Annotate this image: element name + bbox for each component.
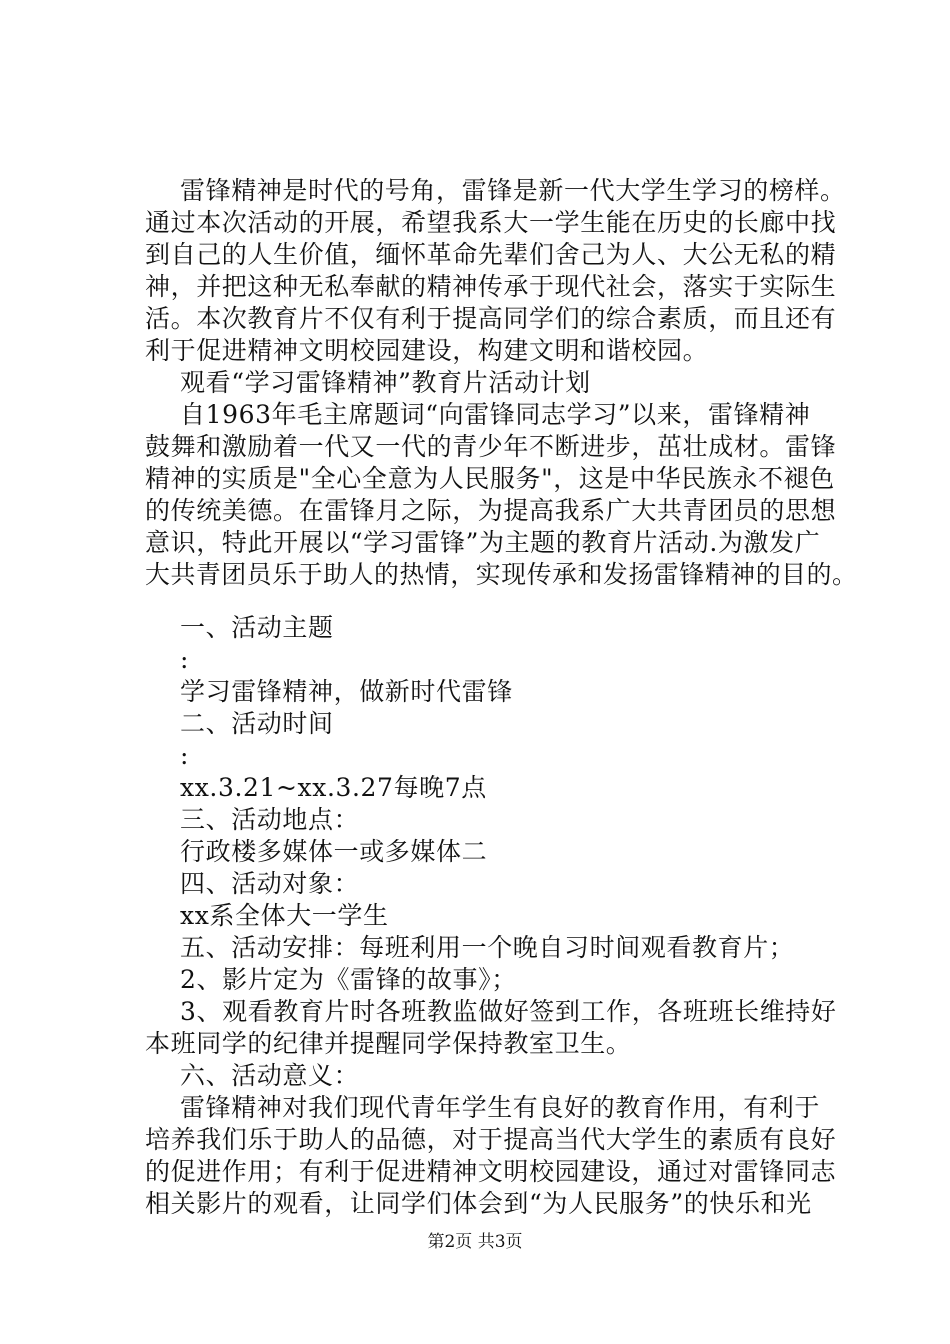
intro-line: 意识，特此开展以“学习雷锋”为主题的教育片活动.为激发广 [145, 528, 821, 557]
paragraph-line: 神，并把这种无私奉献的精神传承于现代社会，落实于实际生 [145, 272, 837, 301]
section-heading-place: 三、活动地点： [180, 805, 360, 834]
paragraph-line: 到自己的人生价值，缅怀革命先辈们舍己为人、大公无私的精 [145, 240, 837, 269]
section-content-theme: 学习雷锋精神，做新时代雷锋 [180, 677, 513, 706]
paragraph-line: 雷锋精神是时代的号角，雷锋是新一代大学生学习的榜样。 [180, 176, 846, 205]
page-footer: 第2页 共3页 [427, 1232, 523, 1252]
section-colon: : [180, 645, 190, 674]
section-heading-arrangement: 五、活动安排：每班利用一个晚自习时间观看教育片； [180, 933, 795, 962]
significance-line: 培养我们乐于助人的品德，对于提高当代大学生的素质有良好 [145, 1125, 837, 1154]
section-content-audience: xx系全体大一学生 [180, 901, 389, 930]
paragraph-line: 活。本次教育片不仅有利于提高同学们的综合素质，而且还有 [145, 304, 837, 333]
arrangement-item: 2、影片定为《雷锋的故事》； [180, 965, 517, 994]
section-heading-theme: 一、活动主题 [180, 613, 334, 642]
significance-line: 的促进作用；有利于促进精神文明校园建设，通过对雷锋同志 [145, 1157, 837, 1186]
intro-line: 精神的实质是"全心全意为人民服务"，这是中华民族永不褪色 [145, 464, 835, 493]
section-heading-significance: 六、活动意义： [180, 1061, 360, 1090]
intro-line: 鼓舞和激励着一代又一代的青少年不断进步，茁壮成材。雷锋 [145, 432, 837, 461]
paragraph-line: 通过本次活动的开展，希望我系大一学生能在历史的长廊中找 [145, 208, 837, 237]
intro-line: 大共青团员乐于助人的热情，实现传承和发扬雷锋精神的目的。 [145, 560, 858, 589]
paragraph-line: 利于促进精神文明校园建设，构建文明和谐校园。 [145, 336, 709, 365]
intro-line: 自1963年毛主席题词“向雷锋同志学习”以来，雷锋精神 [180, 400, 811, 429]
section-heading-time: 二、活动时间 [180, 709, 334, 738]
significance-line: 相关影片的观看，让同学们体会到“为人民服务”的快乐和光 [145, 1189, 812, 1218]
significance-line: 雷锋精神对我们现代青年学生有良好的教育作用，有利于 [180, 1093, 821, 1122]
arrangement-item: 本班同学的纪律并提醒同学保持教室卫生。 [145, 1029, 632, 1058]
arrangement-item: 3、观看教育片时各班教监做好签到工作，各班班长维持好 [180, 997, 837, 1026]
section-content-time: xx.3.21~xx.3.27每晚7点 [180, 773, 487, 802]
section-content-place: 行政楼多媒体一或多媒体二 [180, 837, 488, 866]
document-title: 观看“学习雷锋精神”教育片活动计划 [180, 368, 591, 397]
intro-line: 的传统美德。在雷锋月之际，为提高我系广大共青团员的思想 [145, 496, 837, 525]
section-heading-audience: 四、活动对象： [180, 869, 360, 898]
section-colon: : [180, 741, 190, 770]
